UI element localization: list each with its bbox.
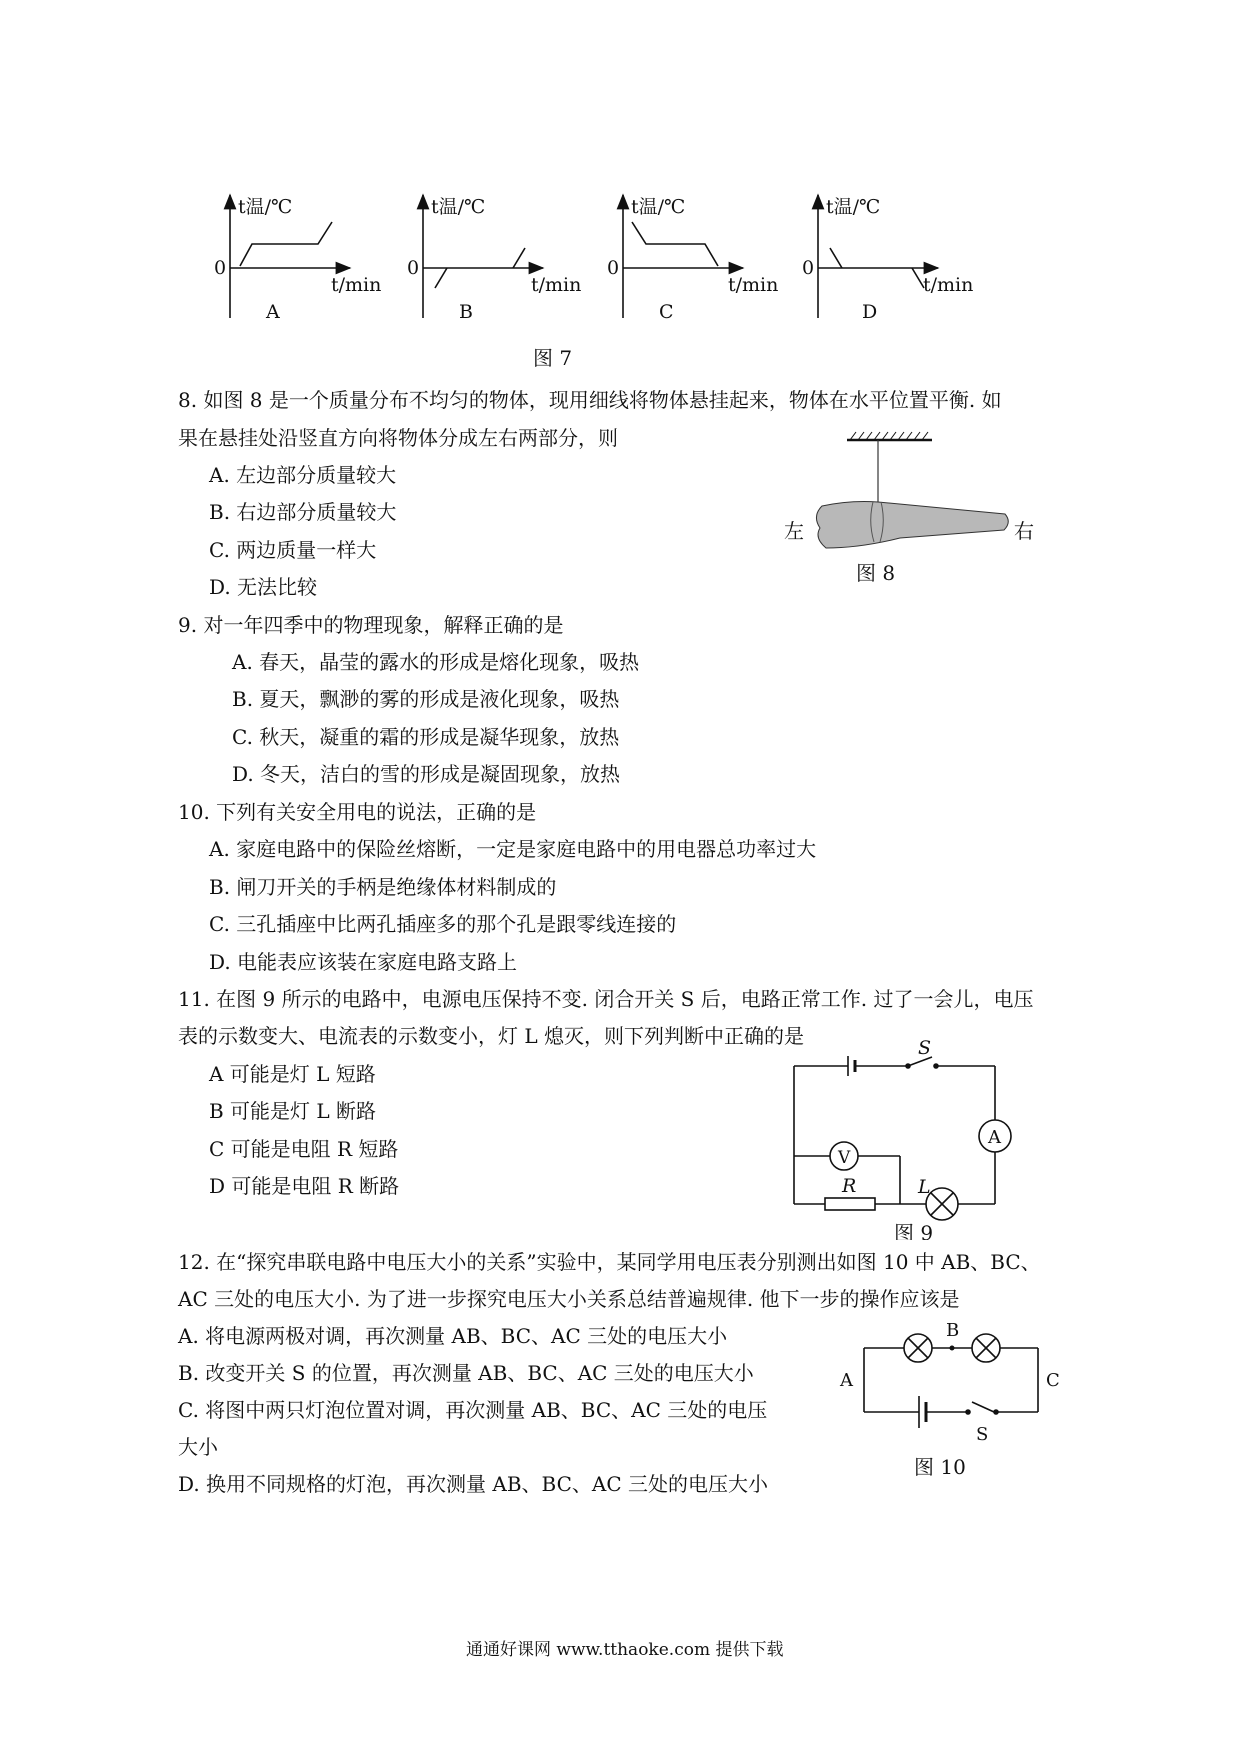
graph-d-x-label: t/min (923, 274, 974, 296)
q8-option-a: A. 左边部分质量较大 (209, 463, 397, 487)
page-footer: 通通好课网 www.tthaoke.com 提供下载 (466, 1640, 784, 1660)
q11-stem-line2: 表的示数变大、电流表的示数变小，灯 L 熄灭，则下列判断中正确的是 (178, 1024, 804, 1048)
figure-9-caption: 图 9 (894, 1221, 934, 1240)
q12-option-b: B. 改变开关 S 的位置，再次测量 AB、BC、AC 三处的电压大小 (178, 1361, 754, 1385)
q10-option-b: B. 闸刀开关的手柄是绝缘体材料制成的 (209, 875, 557, 899)
graph-b-x-label: t/min (531, 274, 582, 296)
q9-option-c: C. 秋天，凝重的霜的形成是凝华现象，放热 (232, 725, 620, 749)
figure-9 (780, 1040, 1020, 1240)
graph-a-y-label: t温/℃ (238, 196, 293, 218)
q12-stem-line1: 12. 在“探究串联电路中电压大小的关系”实验中，某同学用电压表分别测出如图 10 中 AB、BC、 (178, 1250, 1041, 1274)
graph-a-origin: 0 (214, 257, 227, 279)
figure-8-left-label: 左 (784, 519, 804, 543)
figure-10-label-s: S (976, 1424, 989, 1445)
figure-7-caption: 图 7 (533, 346, 573, 370)
q8-stem-line2: 果在悬挂处沿竖直方向将物体分成左右两部分，则 (178, 426, 618, 450)
figure-10 (830, 1318, 1080, 1478)
graph-b-letter: B (459, 301, 473, 323)
figure-8 (770, 430, 1070, 590)
q11-option-c: C 可能是电阻 R 短路 (209, 1137, 399, 1161)
q11-stem-line1: 11. 在图 9 所示的电路中，电源电压保持不变. 闭合开关 S 后，电路正常工作. 过了一会儿，电压 (178, 987, 1034, 1011)
q8-stem-line1: 8. 如图 8 是一个质量分布不均匀的物体，现用细线将物体悬挂起来，物体在水平位置平衡. 如 (178, 388, 1002, 412)
figure-10-label-b: B (946, 1320, 960, 1341)
figure-8-drawing (770, 430, 1070, 590)
q9-option-b: B. 夏天，飘渺的雾的形成是液化现象，吸热 (232, 687, 620, 711)
graph-a-letter: A (266, 301, 280, 323)
figure-7 (0, 0, 1240, 330)
graph-b-origin: 0 (407, 257, 420, 279)
figure-10-label-a: A (840, 1370, 853, 1391)
figure-9-circuit (780, 1040, 1020, 1240)
q11-option-a: A 可能是灯 L 短路 (209, 1062, 376, 1086)
q10-option-c: C. 三孔插座中比两孔插座多的那个孔是跟零线连接的 (209, 912, 677, 936)
graph-d-letter: D (862, 301, 878, 323)
q9-stem: 9. 对一年四季中的物理现象，解释正确的是 (178, 613, 564, 637)
graph-c-y-label: t温/℃ (631, 196, 686, 218)
q10-option-d: D. 电能表应该装在家庭电路支路上 (209, 950, 518, 974)
q8-option-c: C. 两边质量一样大 (209, 538, 377, 562)
q10-option-a: A. 家庭电路中的保险丝熔断，一定是家庭电路中的用电器总功率过大 (209, 837, 817, 861)
figure-9-ammeter-label: A (988, 1127, 1001, 1148)
graph-c-x-label: t/min (728, 274, 779, 296)
q11-option-d: D 可能是电阻 R 断路 (209, 1174, 400, 1198)
q12-stem-line2: AC 三处的电压大小. 为了进一步探究电压大小关系总结普遍规律. 他下一步的操作应该是 (178, 1287, 960, 1311)
q9-option-d: D. 冬天，洁白的雪的形成是凝固现象，放热 (232, 762, 621, 786)
figure-9-resistor-label: R (842, 1175, 857, 1197)
figure-9-lamp-label: L (918, 1176, 931, 1198)
graph-d-origin: 0 (802, 257, 815, 279)
figure-7-graphs (0, 0, 1240, 330)
figure-10-circuit (830, 1318, 1080, 1478)
q12-option-d: D. 换用不同规格的灯泡，再次测量 AB、BC、AC 三处的电压大小 (178, 1472, 769, 1496)
figure-8-right-label: 右 (1014, 519, 1034, 543)
graph-c-letter: C (659, 301, 674, 323)
q8-option-d: D. 无法比较 (209, 575, 318, 599)
q9-option-a: A. 春天，晶莹的露水的形成是熔化现象，吸热 (232, 650, 640, 674)
figure-9-voltmeter-label: V (838, 1148, 851, 1168)
q12-option-c-line1: C. 将图中两只灯泡位置对调，再次测量 AB、BC、AC 三处的电压 (178, 1398, 768, 1422)
q12-option-c-line2: 大小 (178, 1435, 218, 1459)
graph-c-origin: 0 (607, 257, 620, 279)
graph-a-x-label: t/min (331, 274, 382, 296)
figure-9-switch-label: S (918, 1040, 932, 1059)
figure-8-caption: 图 8 (856, 561, 896, 585)
q12-option-a: A. 将电源两极对调，再次测量 AB、BC、AC 三处的电压大小 (178, 1324, 728, 1348)
q10-stem: 10. 下列有关安全用电的说法，正确的是 (178, 800, 537, 824)
graph-b-y-label: t温/℃ (431, 196, 486, 218)
graph-d-y-label: t温/℃ (826, 196, 881, 218)
q8-option-b: B. 右边部分质量较大 (209, 500, 397, 524)
figure-10-label-c: C (1046, 1370, 1060, 1391)
q11-option-b: B 可能是灯 L 断路 (209, 1099, 377, 1123)
figure-10-caption: 图 10 (914, 1455, 966, 1478)
